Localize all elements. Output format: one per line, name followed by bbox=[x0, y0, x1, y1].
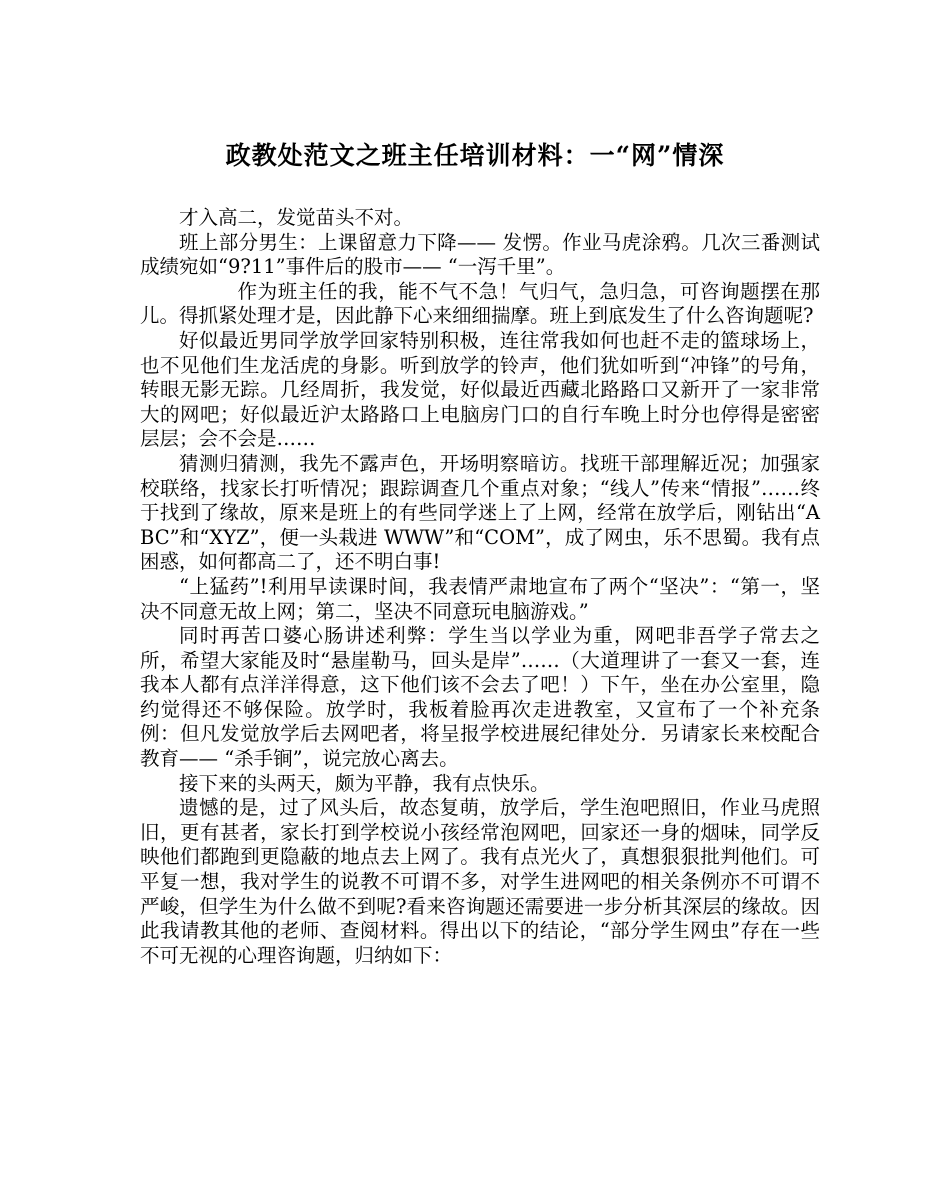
paragraph: 遗憾的是，过了风头后，故态复萌，放学后，学生泡吧照旧，作业马虎照旧，更有甚者，家长打到学校说小孩经常泡网吧，回家还一身的烟味，同学反映他们都跑到更隐蔽的地点去上网了。我有点光火了，真想狠狠批判他们。可平复一想，我对学生的说教不可谓不多，对学生进网吧的相关条例亦不可谓不严峻，但学生为什么做不到呢?看来咨询题还需要进一步分析其深层的缘故。因此我请教其他的老师、查阅材料。得出以下的结论，“部分学生网虫”存在一些不可无视的心理咨询题，归纳如下： bbox=[140, 796, 820, 967]
paragraph: 猜测归猜测，我先不露声色，开场明察暗访。找班干部理解近况；加强家校联络，找家长打听情况；跟踪调查几个重点对象；“线人”传来“情报”……终于找到了缘故，原来是班上的有些同学迷上了上网，经常在放学后，刚钻出“ABC”和“XYZ”，便一头栽进 WWW”和“COM”，成了网虫，乐不思蜀。我有点困惑，如何都高二了，还不明白事! bbox=[140, 451, 820, 574]
paragraph: 作为班主任的我，能不气不急！气归气，急归急，可咨询题摆在那儿。得抓紧处理才是，因此静下心来细细揣摩。班上到底发生了什么咨询题呢? bbox=[140, 279, 820, 328]
paragraph: 班上部分男生：上课留意力下降—— 发愣。作业马虎涂鸦。几次三番测试成绩宛如“9?11”事件后的股市—— “一泻千里”。 bbox=[140, 230, 820, 279]
paragraph: 才入高二，发觉苗头不对。 bbox=[179, 206, 414, 229]
paragraph: 好似最近男同学放学回家特别积极，连往常我如何也赶不走的篮球场上，也不见他们生龙活虎的身影。听到放学的铃声，他们犹如听到“冲锋”的号角，转眼无影无踪。几经周折，我发觉，好似最近西藏北路路口又新开了一家非常大的网吧；好似最近沪太路路口上电脑房门口的自行车晚上时分也停得是密密层层；会不会是…… bbox=[140, 328, 820, 451]
document-body bbox=[140, 206, 820, 968]
paragraph: “上猛药”!利用早读课时间，我表情严肃地宣布了两个“坚决”：“第一，坚决不同意无故上网；第二，坚决不同意玩电脑游戏。” bbox=[140, 574, 820, 623]
paragraph: 同时再苦口婆心肠讲述利弊：学生当以学业为重，网吧非吾学子常去之所，希望大家能及时“悬崖勒马，回头是岸”……（大道理讲了一套又一套，连我本人都有点洋洋得意，这下他们该不会去了吧！）下午，坐在办公室里，隐约觉得还不够保险。放学时，我板着脸再次走进教室，又宣布了一个补充条例：但凡发觉放学后去网吧者，将呈报学校进展纪律处分．另请家长来校配合教育—— “杀手锏”，说完放心离去。 bbox=[140, 624, 820, 771]
paragraph: 接下来的头两天，颇为平静，我有点快乐。 bbox=[179, 771, 550, 795]
document-title: 政教处范文之班主任培训材料：一“网”情深 bbox=[225, 141, 725, 170]
